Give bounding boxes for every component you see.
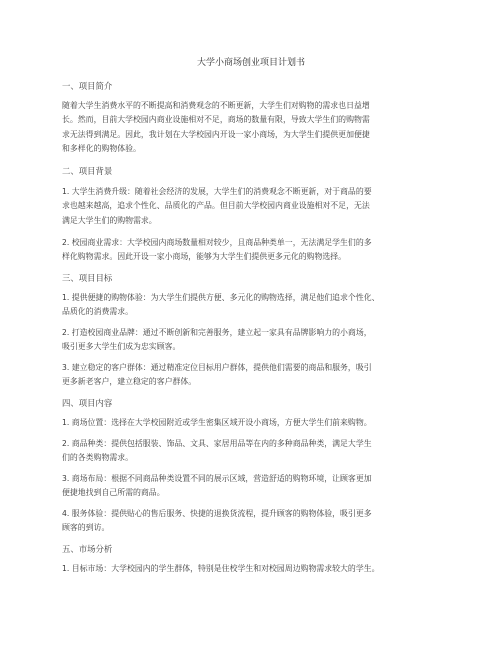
text-line: 和多样化的购物体验。	[62, 144, 141, 154]
text-line: 长。然而，目前大学校园内商业设施相对不足，商场的数量有限，导致大学生们的购物需	[62, 115, 370, 125]
list-number: 2.	[62, 328, 70, 337]
text-line: 吸引更多大学生们成为忠实顾客。	[62, 342, 181, 352]
paragraph-intro	[62, 99, 440, 157]
text-line: 校园商业需求：大学校园内商场数量相对较少，且商品种类单一，无法满足学生们的多	[69, 238, 372, 247]
paragraph-goals-2	[62, 326, 440, 355]
paragraph-content-1	[62, 416, 440, 430]
section-heading-market: 五、市场分析	[62, 544, 113, 554]
list-number: 3.	[62, 363, 70, 372]
paragraph-background-1	[62, 185, 440, 228]
text-line: 求也越来越高，追求个性化、品质化的产品。但目前大学校园内商业设施相对不足，无法	[62, 201, 370, 211]
list-number: 1.	[62, 187, 70, 196]
paragraph-goals-1	[62, 291, 440, 320]
text-line: 提供便捷的购物体验：为大学生们提供方便、多元化的购物选择，满足他们追求个性化、	[69, 293, 380, 302]
list-number: 1.	[62, 418, 70, 427]
paragraph-content-2	[62, 437, 440, 466]
text-line: 求无法得到满足。因此，我计划在大学校园内开设一家小商场，为大学生们提供更加便捷	[62, 129, 370, 139]
text-line: 大学生消费升级：随着社会经济的发展，大学生们的消费观念不断更新，对于商品的要	[69, 187, 372, 196]
paragraph-goals-3	[62, 361, 440, 390]
section-heading-intro: 一、项目简介	[62, 81, 113, 91]
text-line: 便捷地找到自己所需的商品。	[62, 488, 165, 498]
text-line: 建立稳定的客户群体：通过精准定位目标用户群体，提供他们需要的商品和服务，吸引	[69, 363, 372, 372]
section-heading-background: 二、项目背景	[62, 166, 113, 176]
paragraph-content-4	[62, 507, 440, 536]
text-line: 顾客的到访。	[62, 523, 110, 533]
text-line: 商品种类：提供包括服装、饰品、文具、家居用品等在内的多种商品种类，满足大学生	[69, 439, 372, 448]
text-line: 服务体验：提供贴心的售后服务、快捷的退换货流程，提升顾客的购物体验，吸引更多	[69, 509, 372, 518]
paragraph-content-3	[62, 472, 440, 501]
text-line: 品质化的消费需求。	[62, 307, 134, 317]
list-number: 3.	[62, 474, 70, 483]
list-number: 4.	[62, 509, 70, 518]
document-title: 大学小商场创业项目计划书	[196, 58, 305, 68]
list-number: 1.	[62, 293, 70, 302]
text-line: 满足大学生们的购物需求。	[62, 215, 157, 225]
paragraph-background-2	[62, 236, 440, 265]
paragraph-market-1	[62, 562, 440, 576]
list-number: 2.	[62, 439, 70, 448]
text-line: 目标市场：大学校园内的学生群体，特别是住校学生和对校园周边购物需求较大的学生。	[69, 564, 380, 573]
text-line: 更多新老客户，建立稳定的客户群体。	[62, 377, 197, 387]
list-number: 1.	[62, 564, 70, 573]
text-line: 随着大学生消费水平的不断提高和消费观念的不断更新，大学生们对购物的需求也日益增	[62, 101, 370, 110]
text-line: 打造校园商业品牌：通过不断创新和完善服务，建立起一家具有品牌影响力的小商场，	[69, 328, 372, 337]
text-line: 商场位置：选择在大学校园附近或学生密集区域开设小商场，方便大学生们前来购物。	[69, 418, 372, 427]
text-line: 们的各类购物需求。	[62, 453, 134, 463]
section-heading-content: 四、项目内容	[62, 398, 113, 408]
text-line: 商场布局：根据不同商品种类设置不同的展示区域，营造舒适的购物环境，让顾客更加	[69, 474, 372, 483]
text-line: 样化购物需求。因此开设一家小商场，能够为大学生们提供更多元化的购物选择。	[62, 252, 347, 262]
section-heading-goals: 三、项目目标	[62, 273, 113, 283]
list-number: 2.	[62, 238, 70, 247]
